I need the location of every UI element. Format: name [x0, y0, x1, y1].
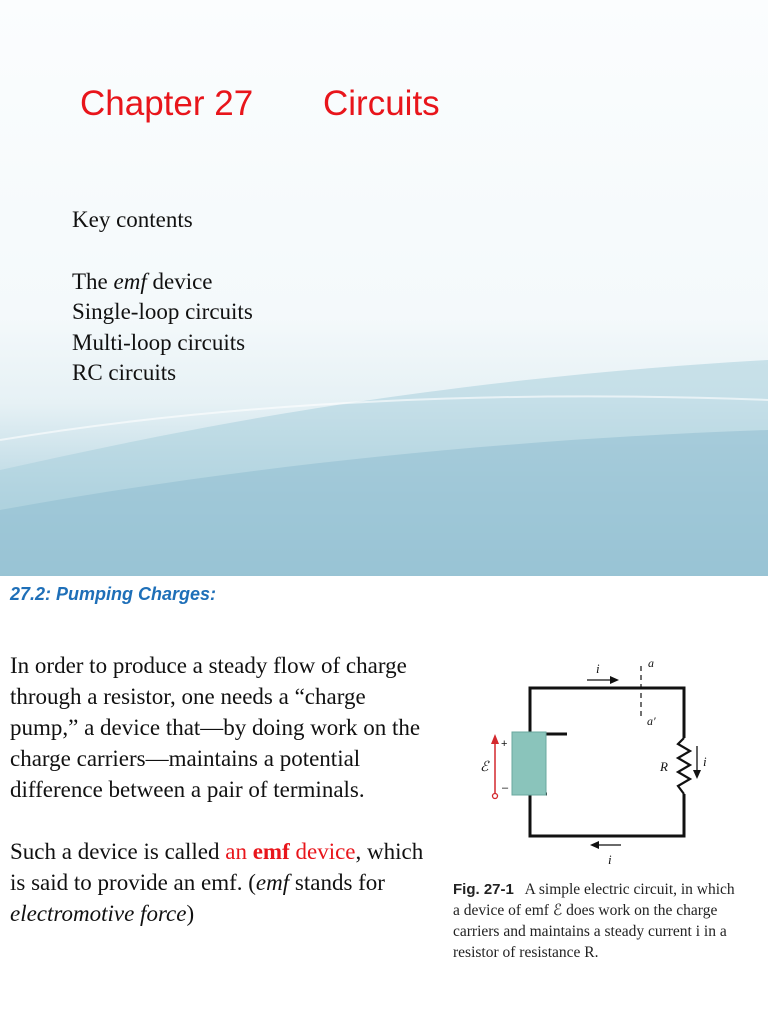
key-item-rc: RC circuits [72, 360, 177, 385]
label-a-prime: a′ [647, 714, 656, 728]
emf-arrow [491, 734, 499, 744]
figure-27-1 [447, 654, 740, 972]
label-i-bottom: i [608, 852, 612, 867]
current-arrow-bottom [590, 841, 599, 849]
figure-label: Fig. 27-1 [453, 881, 514, 898]
wire-loop-bottom [530, 794, 684, 836]
key-contents-heading: Key contents [72, 207, 193, 232]
key-contents [72, 205, 253, 389]
label-minus: – [502, 782, 509, 794]
current-arrow-top [610, 676, 619, 684]
chapter-topic: Circuits [323, 84, 440, 123]
label-emf-symbol: ℰ [480, 759, 489, 775]
label-i-top: i [596, 661, 600, 676]
label-a: a [648, 656, 654, 670]
key-item-emf: The emf device [72, 268, 213, 294]
figure-caption-text: A simple electric circuit, in which a device of emf ℰ does work on the charge carriers and maintains a steady current i in a resistor of resistance R. [453, 881, 735, 961]
label-i-right: i [703, 754, 707, 769]
wire-loop [530, 688, 684, 738]
paragraph-charge-pump: In order to produce a steady flow of charge through a resistor, one needs a “charge pump,” a device that—by doing work on the charge carriers—maintains a potential difference between a pair of terminals. [10, 653, 421, 802]
chapter-number: Chapter 27 [80, 84, 254, 123]
slide-pumping-charges [0, 576, 768, 1024]
circuit-diagram [447, 654, 740, 874]
paragraph-emf-device: Such a device is called an emf device, which is said to provide an emf. (emf stands for electromotive force) [10, 839, 424, 926]
section-title: 27.2: Pumping Charges: [10, 584, 217, 604]
emf-device [512, 732, 546, 795]
figure-caption [453, 879, 743, 963]
label-plus: + [501, 738, 508, 750]
resistor [678, 738, 690, 794]
slide-title [80, 84, 440, 124]
body-text [10, 650, 430, 960]
key-item-single-loop: Single-loop circuits [72, 299, 253, 324]
current-arrow-right [693, 770, 701, 779]
label-R: R [660, 759, 668, 774]
key-item-multi-loop: Multi-loop circuits [72, 329, 246, 355]
